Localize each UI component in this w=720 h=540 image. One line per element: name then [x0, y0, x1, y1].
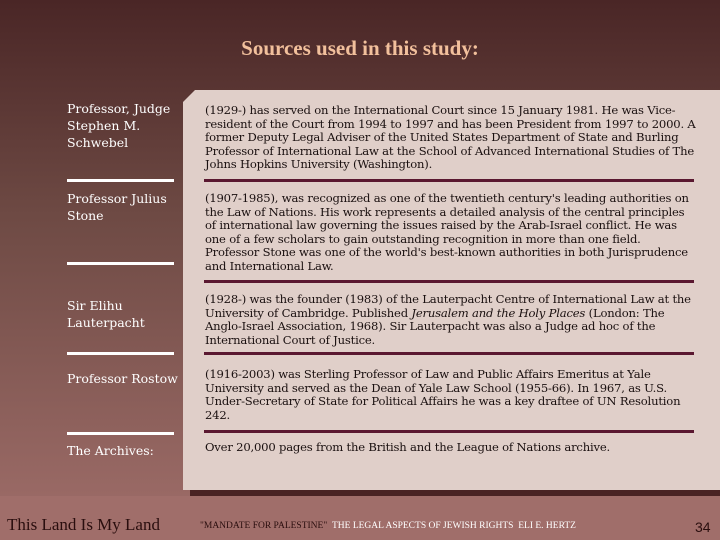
footer-citation [200, 521, 576, 531]
divider [204, 179, 694, 182]
source-name: Professor Julius Stone [67, 191, 167, 223]
source-name: Professor, Judge Stephen M. Schwebel [67, 101, 171, 150]
book-title: Jerusalem and the Holy Places [411, 305, 586, 320]
divider [67, 432, 174, 435]
source-description: Over 20,000 pages from the British and the League of Nations archive. [205, 440, 610, 454]
divider [204, 430, 694, 433]
source-description: (1916-2003) was Sterling Professor of Law and Public Affairs Emeritus at Yale University and served as the Dean of Yale Law School (1955-66). In 1967, as U.S. Under-Secretary of State for Political Affairs he was a key draftee of UN Resolution 242. [205, 367, 681, 422]
divider [204, 280, 694, 283]
divider [67, 179, 174, 182]
source-description: (1929-) has served on the International Court since 15 January 1981. He was Vice-resident of the Court from 1994 to 1997 and has been President from 1997 to 2000. A former Deputy Legal Adviser of the United States Department of State and Burling Professor of International Law at the School of Advanced International Studies of The Johns Hopkins University (Washington). [205, 103, 696, 172]
source-name: Professor Rostow [67, 371, 178, 386]
divider [67, 262, 174, 265]
source-description [205, 293, 697, 347]
page-title: Sources used in this study: [241, 36, 479, 60]
desc-text: (London: The Anglo-Israel Association, 1968). Sir Lauterpacht was also a Judge ad hoc of the International Court of Justice. [205, 305, 665, 347]
divider [204, 352, 694, 355]
source-name: The Archives: [67, 443, 154, 458]
footer-subtitle: THE LEGAL ASPECTS OF JEWISH RIGHTS [331, 521, 514, 531]
divider [67, 352, 174, 355]
brand-logo: This Land Is My Land [7, 515, 160, 534]
footer-author: ELI E. HERTZ [518, 521, 576, 531]
source-description: (1907-1985), was recognized as one of the twentieth century's leading authorities on the Law of Nations. His work represents a detailed analysis of the central principles of international law governing the issues raised by the Arab-Israel conflict. He was one of a few scholars to gain outstanding recognition in more than one field. Professor Stone was one of the world's best-known authorities in both Jurisprudence and International Law. [205, 191, 689, 273]
footer-quote: "MANDATE FOR PALESTINE" [200, 521, 328, 531]
source-name: Sir Elihu Lauterpacht [67, 298, 145, 330]
page-number: 34 [695, 519, 711, 535]
desc-text: (1928-) was the founder (1983) of the Lauterpacht Centre of International Law at the University of Cambridge. Published [205, 292, 691, 320]
